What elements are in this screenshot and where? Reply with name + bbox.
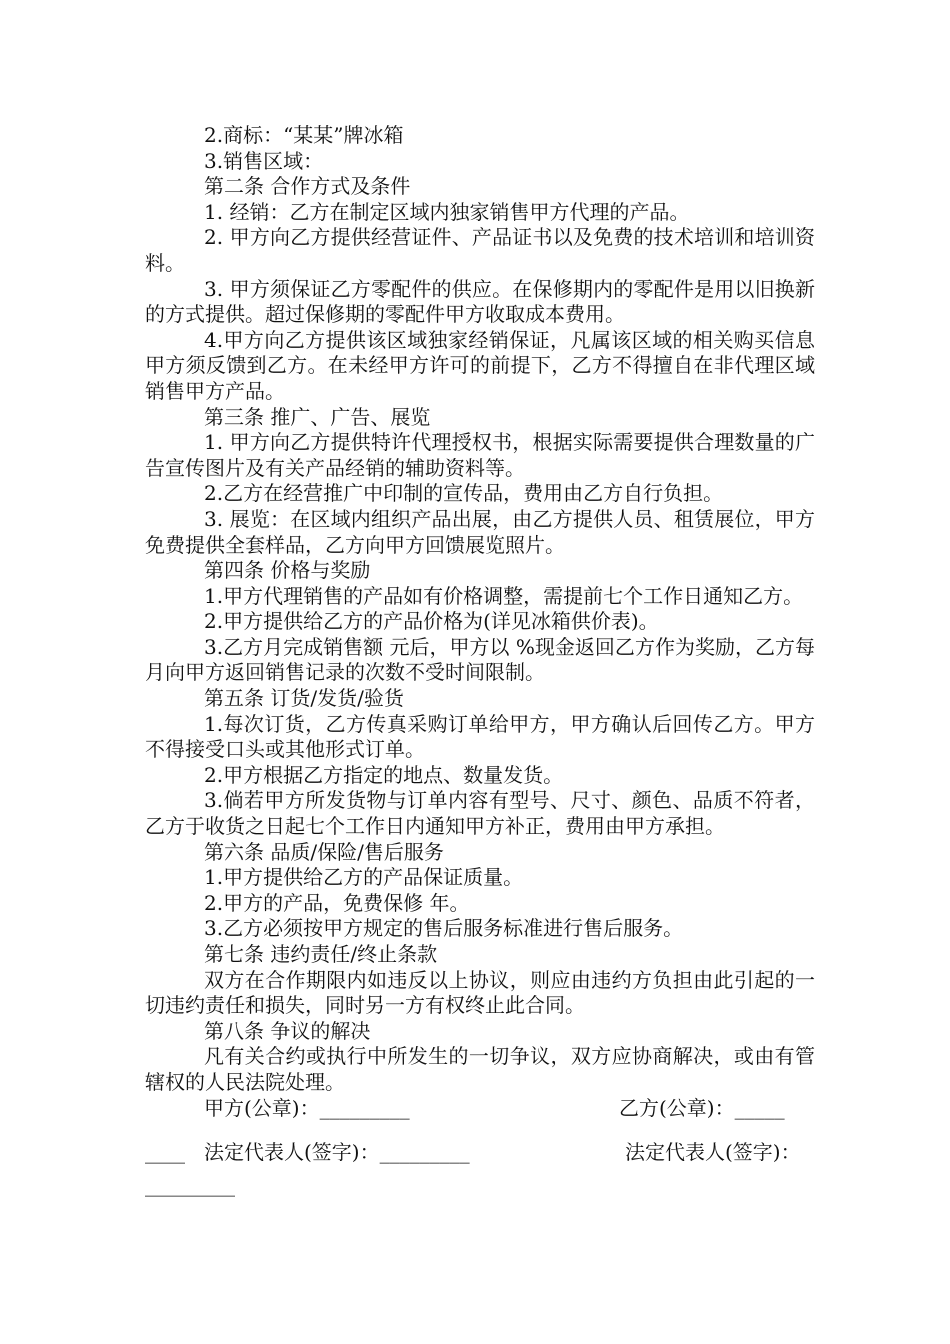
party-a-representative-line: 法定代表人(签字)：_________: [204, 1140, 470, 1165]
clause-heading: 第七条 违约责任/终止条款: [204, 942, 438, 966]
clause-item: 1.甲方代理销售的产品如有价格调整，需提前七个工作日通知乙方。: [204, 583, 804, 608]
clause-heading: 第八条 争议的解决: [204, 1018, 371, 1043]
clause-item: 2.甲方根据乙方指定的地点、数量发货。: [204, 762, 564, 787]
clause-item: 3.倘若甲方所发货物与订单内容有型号、尺寸、颜色、品质不符者，乙方于收货之日起七个工作日内通知甲方补正，费用由甲方承担。: [145, 788, 815, 839]
party-a-seal-line: 甲方(公章)：_________: [204, 1095, 410, 1120]
clause-heading: 第三条 推广、广告、展览: [204, 404, 431, 429]
party-b-seal-line: 乙方(公章)：_____: [619, 1095, 785, 1120]
clause-item: 1. 经销：乙方在制定区域内独家销售甲方代理的产品。: [204, 199, 690, 224]
clause-item: 3.乙方必须按甲方规定的售后服务标准进行售后服务。: [204, 916, 684, 941]
party-b-representative-continuation: _________: [145, 1172, 235, 1197]
clause-item: 1.甲方提供给乙方的产品保证质量。: [204, 865, 524, 890]
clause-item: 2.甲方提供给乙方的产品价格为(详见冰箱供价表)。: [204, 609, 659, 634]
clause-heading: 第四条 价格与奖励: [204, 558, 371, 583]
clause-list: [145, 123, 815, 1096]
clause-item: 1.每次订货，乙方传真采购订单给甲方，甲方确认后回传乙方。甲方不得接受口头或其他形式订单。: [145, 711, 815, 762]
clause-item: 3.销售区域：: [204, 148, 324, 173]
party-b-seal-continuation: ____: [145, 1140, 185, 1165]
clause-item: 1. 甲方向乙方提供特许代理授权书，根据实际需要提供合理数量的广告宣传图片及有关产品经销的辅助资料等。: [145, 430, 815, 480]
clause-item: 3. 甲方须保证乙方零配件的供应。在保修期内的零配件是用以旧换新的方式提供。超过保修期的零配件甲方收取成本费用。: [145, 276, 815, 327]
clause-heading: 第六条 品质/保险/售后服务: [204, 839, 444, 864]
clause-heading: 第五条 订货/发货/验货: [204, 686, 404, 711]
clause-item: 4.甲方向乙方提供该区域独家经销保证，凡属该区域的相关购买信息甲方须反馈到乙方。在未经甲方许可的前提下，乙方不得擅自在非代理区域销售甲方产品。: [145, 327, 815, 403]
clause-item: 3.乙方月完成销售额 元后，甲方以 %现金返回乙方作为奖励，乙方每月向甲方返回销售记录的次数不受时间限制。: [145, 634, 815, 685]
clause-item: 凡有关合约或执行中所发生的一切争议，双方应协商解决，或由有管辖权的人民法院处理。: [145, 1044, 815, 1094]
party-b-representative-line: 法定代表人(签字)：: [625, 1140, 801, 1165]
clause-item: 2.甲方的产品，免费保修 年。: [204, 890, 470, 915]
contract-body: [145, 123, 815, 1198]
clause-item: 2.乙方在经营推广中印制的宣传品，费用由乙方自行负担。: [204, 481, 724, 506]
clause-heading: 第二条 合作方式及条件: [204, 174, 411, 199]
clause-item: 双方在合作期限内如违反以上协议，则应由违约方负担由此引起的一切违约责任和损失，同时另一方有权终止此合同。: [145, 967, 815, 1018]
seal-signature-row: [145, 1096, 815, 1122]
representative-signature-row: [145, 1140, 815, 1166]
clause-item: 2. 甲方向乙方提供经营证件、产品证书以及免费的技术培训和培训资料。: [145, 225, 815, 275]
clause-item: 3. 展览：在区域内组织产品出展，由乙方提供人员、租赁展位，甲方免费提供全套样品，乙方向甲方回馈展览照片。: [145, 506, 815, 557]
clause-item: 2.商标：“某某”牌冰箱: [204, 123, 404, 147]
